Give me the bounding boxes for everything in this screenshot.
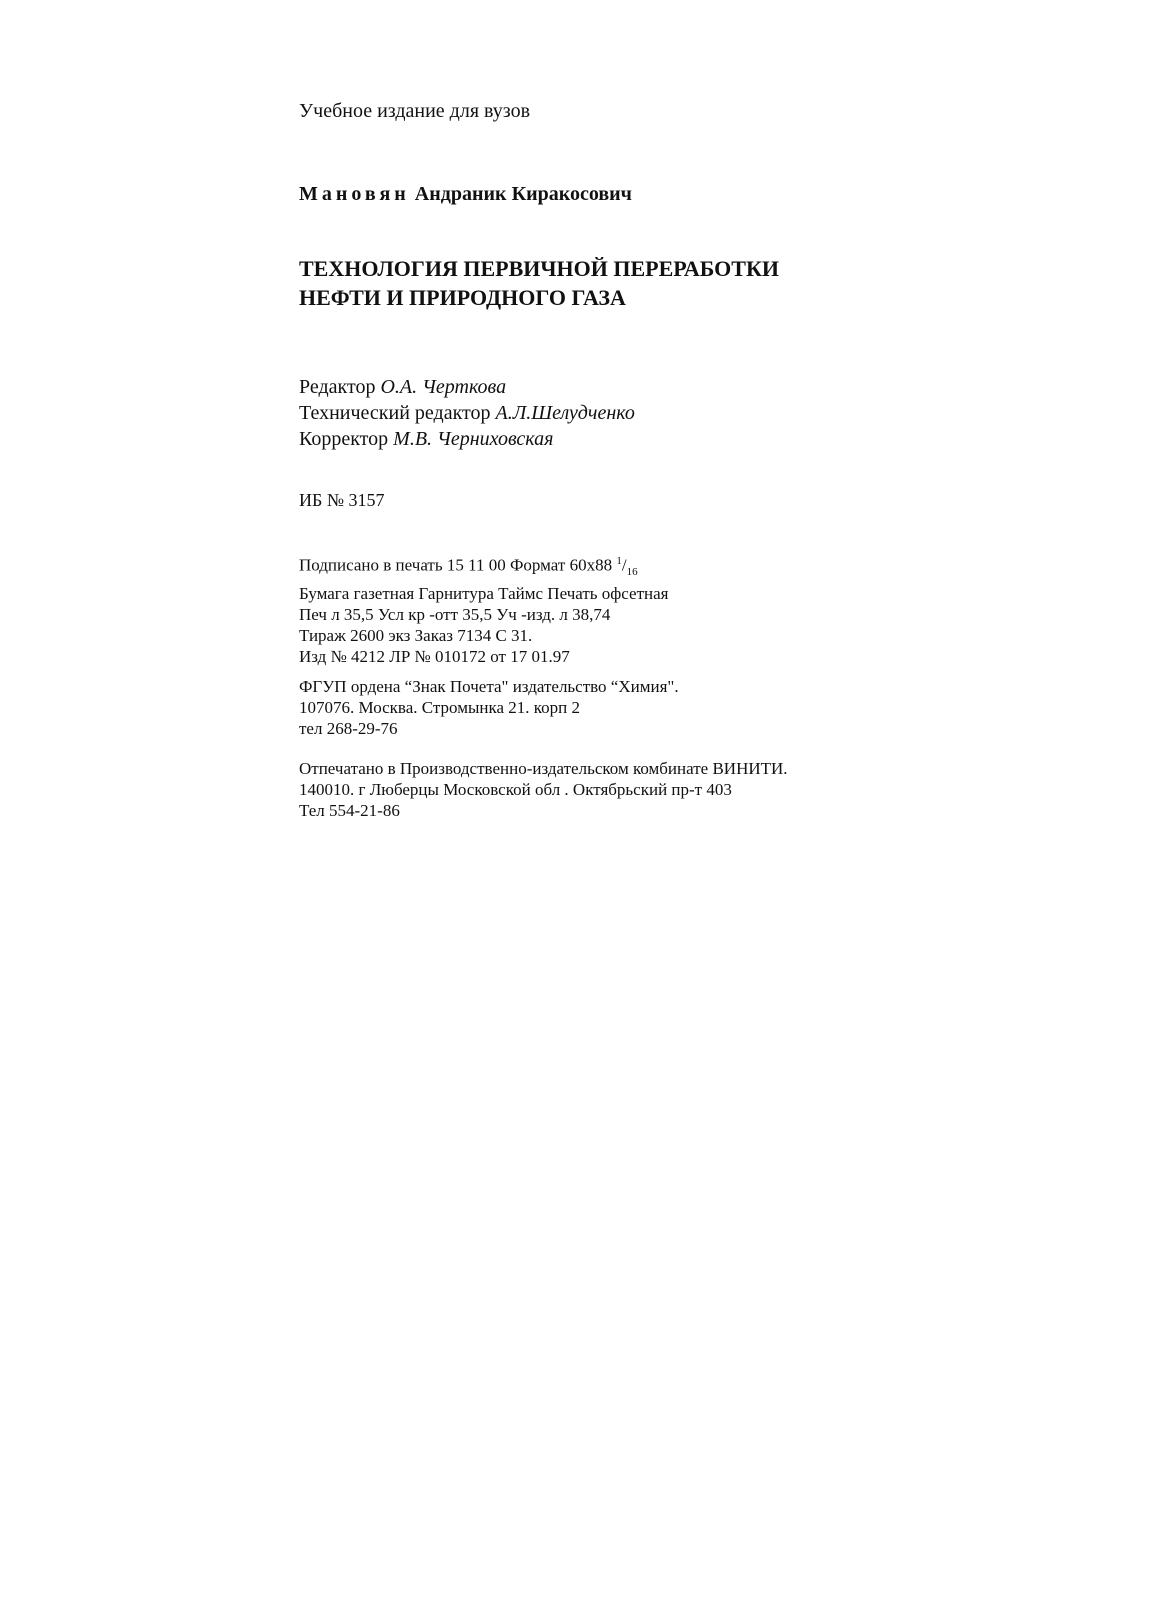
credit-editor [299, 374, 635, 400]
imprint-line-3: Печ л 35,5 Усл кр -отт 35,5 Уч -изд. л 38,74 [299, 605, 611, 625]
book-title [299, 254, 779, 312]
printer-line-3: Тел 554-21-86 [299, 801, 400, 820]
publisher-line-2: 107076. Москва. Стромынка 21. корп 2 [299, 698, 581, 717]
credit-role: Технический редактор [299, 402, 491, 424]
printer-line-1: Отпечатано в Производственно-издательском комбинате ВИНИТИ. [299, 759, 788, 778]
book-title-line-2: НЕФТИ И ПРИРОДНОГО ГАЗА [299, 285, 626, 310]
credit-name: О.А. Черткова [380, 376, 507, 398]
credit-name: А.Л.Шелудченко [495, 402, 635, 424]
author-given-names: Андраник Киракосович [414, 183, 632, 205]
credits-list [299, 374, 635, 452]
imprint-line-5: Изд № 4212 ЛР № 010172 от 17 01.97 [299, 647, 570, 667]
publisher-line-3: тел 268-29-76 [299, 719, 398, 738]
author-surname: Мановян [299, 183, 410, 205]
printer-info [299, 758, 788, 821]
credit-technical-editor [299, 400, 635, 426]
printer-line-2: 140010. г Люберцы Московской обл . Октябрьский пр-т 403 [299, 780, 732, 799]
edition-type: Учебное издание для вузов [299, 100, 531, 122]
imprint-line-2: Бумага газетная Гарнитура Таймс Печать офсетная [299, 584, 669, 604]
format-fraction-denominator: 16 [626, 566, 638, 579]
book-title-line-1: ТЕХНОЛОГИЯ ПЕРВИЧНОЙ ПЕРЕРАБОТКИ [299, 256, 780, 281]
credit-role: Редактор [299, 376, 376, 398]
ib-number: ИБ № 3157 [299, 490, 385, 510]
credit-proofreader [299, 426, 635, 452]
imprint-line-1: Подписано в печать 15 11 00 Формат 60х88 $^1/_{16}$ [299, 555, 638, 579]
publisher-line-1: ФГУП ордена “Знак Почета" издательство “Химия". [299, 677, 679, 696]
credit-name: М.В. Черниховская [393, 428, 554, 450]
credit-role: Корректор [299, 428, 389, 450]
format-fraction-numerator: 1 [616, 555, 622, 567]
imprint-signed-format: Подписано в печать 15 11 00 Формат 60х88 [299, 555, 613, 575]
imprint-line-4: Тираж 2600 экз Заказ 7134 С 31. [299, 626, 533, 646]
publisher-info [299, 676, 679, 739]
author-name [299, 183, 632, 206]
imprint-details [299, 551, 668, 667]
